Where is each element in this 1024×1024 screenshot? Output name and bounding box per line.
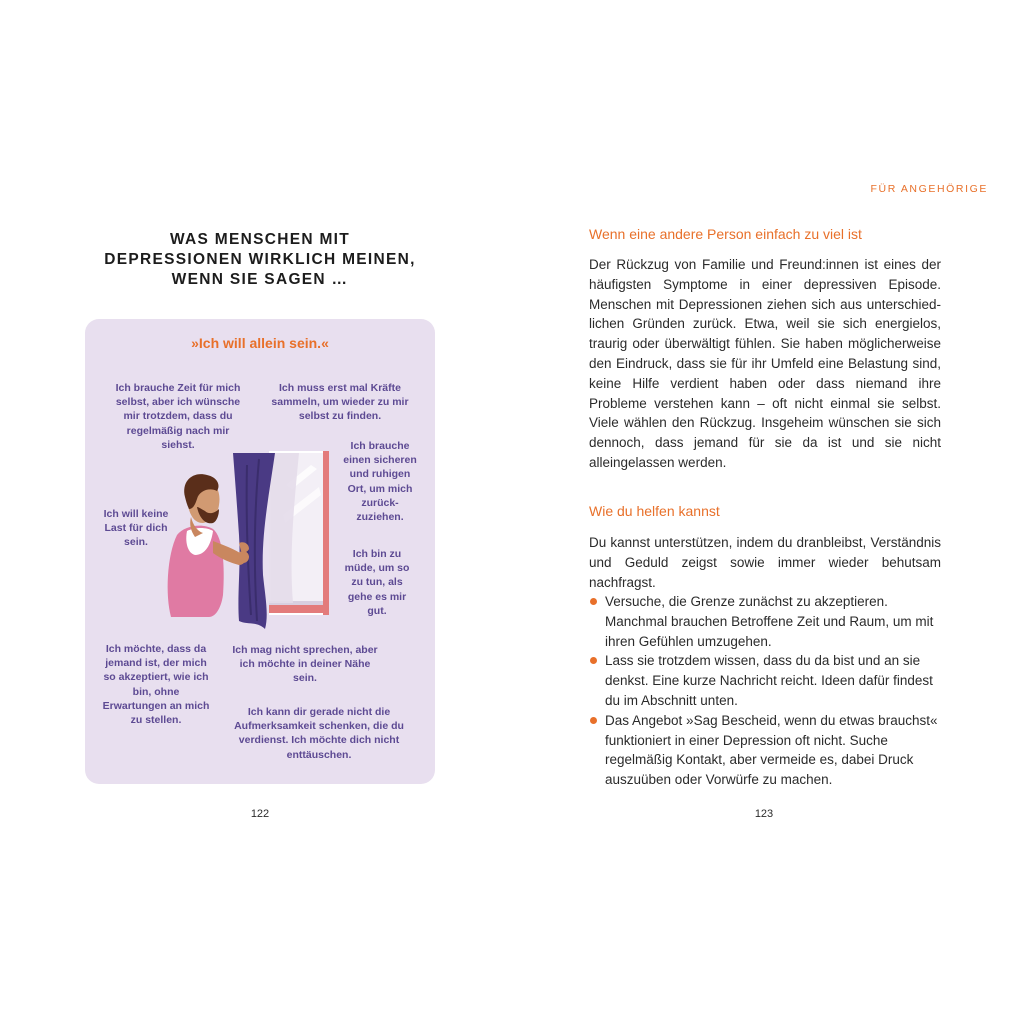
- bullet-item: [589, 711, 941, 790]
- card-note: Ich muss erst mal Kräfte sammeln, um wieder zu mir selbst zu finden.: [271, 382, 409, 423]
- bullet-icon: [590, 717, 597, 724]
- quote-card: [85, 319, 435, 784]
- section-heading: Wie du helfen kannst: [589, 503, 720, 519]
- man-closing-curtain-illustration: [151, 445, 341, 635]
- window-sill: [269, 605, 329, 613]
- body-paragraph: Du kannst unterstützen, indem du dranbleibst, Verständnis und Geduld zeigst sowie immer wieder behutsam nachfragst.: [589, 535, 941, 590]
- card-note: Ich bin zu müde, um so zu tun, als gehe es mir gut.: [344, 548, 410, 617]
- card-note: Ich kann dir gerade nicht die Aufmerksamkeit schenken, die du verdienst. Ich möchte dich nicht enttäuschen.: [234, 706, 404, 761]
- bullet-list: [589, 592, 941, 790]
- card-note: Ich brauche einen sicheren und ruhigen Ort, um mich zurück-zuziehen.: [343, 440, 417, 524]
- section-heading: Wenn eine andere Person einfach zu viel ist: [589, 226, 862, 242]
- running-head: FÜR ANGEHÖRIGE: [870, 183, 988, 195]
- body-paragraph: Der Rückzug von Familie und Freund:innen ist eines der häufigsten Symptome in einer depressiven Episode. Menschen mit Depressionen ziehen sich aus unterschiedlichen Gründen zurück. Etwa, weil sie sich energielos, traurig oder überwältigt fühlen. Sie haben möglicherweise den Eindruck, dass sie für ihr Umfeld eine Belastung sind, keine Hilfe verdient haben oder dass niemand ihre Probleme verstehen kann – oft nicht einmal sie selbst. Viele wählen den Rückzug. Insgeheim wünschen sie sich dennoch, dass jemand für sie da ist und sie nicht alleingelassen werden.: [589, 257, 941, 470]
- bullet-item: [589, 651, 941, 710]
- bullet-item: [589, 592, 941, 651]
- card-note: Ich möchte, dass da jemand ist, der mich so akzeptiert, wie ich bin, ohne Erwartungen an mich zu stellen.: [102, 643, 210, 727]
- bullet-text: Lass sie trotzdem wissen, dass du da bist und an sie denkst. Eine kurze Nachricht reicht. Ideen dafür findest du im Abschnitt unten.: [605, 653, 933, 708]
- title-line: WENN SIE SAGEN …: [171, 271, 349, 288]
- page-title: [90, 230, 430, 290]
- card-note: Ich will keine Last für dich sein.: [103, 508, 169, 549]
- card-note: Ich brauche Zeit für mich selbst, aber ich wünsche mir trotzdem, dass du regelmäßig nach mir siehst.: [115, 382, 241, 451]
- page-number: 123: [754, 808, 774, 820]
- page-number: 122: [250, 808, 270, 820]
- bullet-text: Versuche, die Grenze zunächst zu akzeptieren. Manchmal brauchen Betroffene Zeit und Raum, um mit ihren Gefühlen umzugehen.: [605, 594, 934, 649]
- window-frame-edge: [323, 451, 329, 615]
- card-note: Ich mag nicht sprechen, aber ich möchte in deiner Nähe sein.: [232, 644, 378, 685]
- bullet-icon: [590, 657, 597, 664]
- card-quote: »Ich will allein sein.«: [191, 335, 329, 351]
- title-line: WAS MENSCHEN MIT: [169, 231, 351, 248]
- title-line: DEPRESSIONEN WIRKLICH MEINEN,: [104, 251, 416, 268]
- right-page: [512, 0, 1024, 1024]
- bullet-text: Das Angebot »Sag Bescheid, wenn du etwas brauchst« funktioniert in einer Depression oft nicht. Suche regelmäßig Kontakt, aber vermeide es, dabei Druck auszuüben oder Vorwürfe zu machen.: [605, 712, 938, 788]
- curtain: [233, 453, 275, 629]
- bullet-icon: [590, 598, 597, 605]
- man-hand: [237, 551, 249, 563]
